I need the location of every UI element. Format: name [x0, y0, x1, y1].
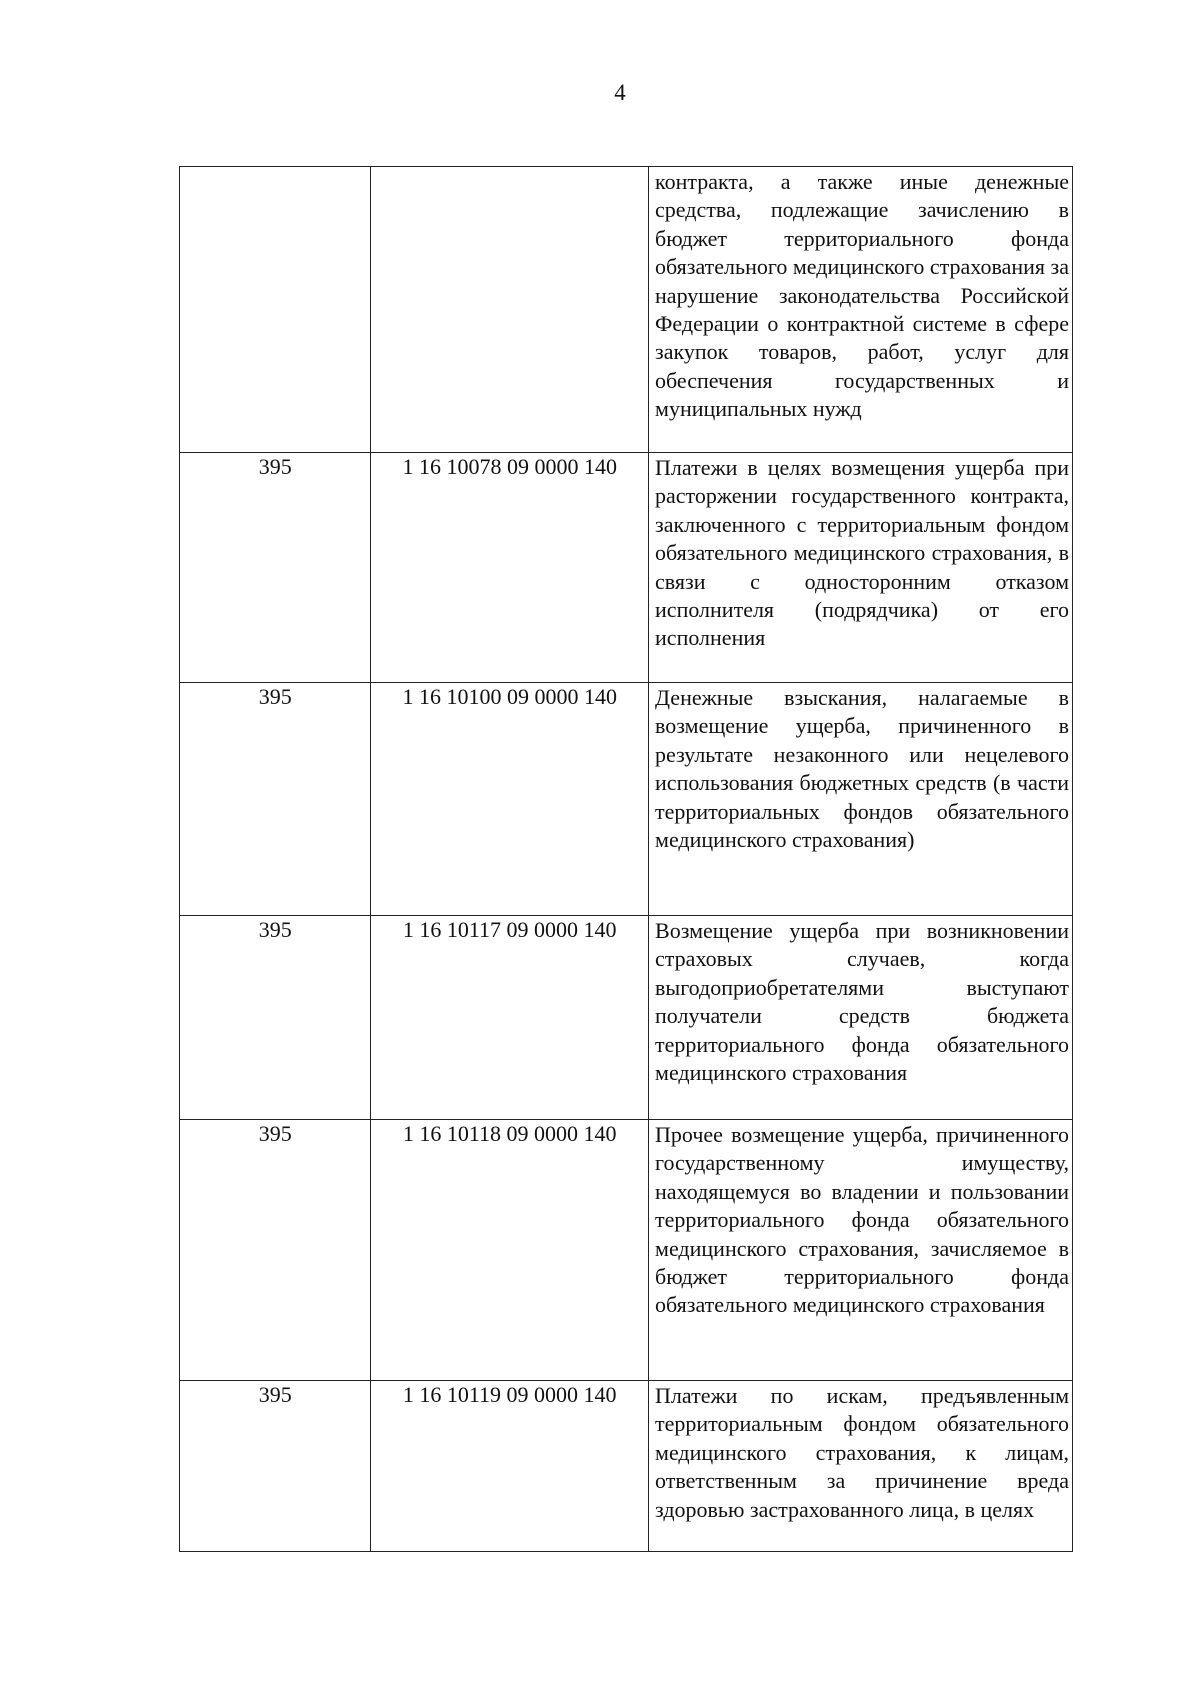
- table-row: [180, 1381, 1073, 1552]
- income-name-text: Денежные взыскания, налагаемые в возмещение ущерба, причиненного в результате незаконного или нецелевого использования бюджетных средств (в части территориальных фондов обязательного медицинского страхования): [655, 685, 1069, 853]
- income-name-text: контракта, а также иные денежные средства, подлежащие зачислению в бюджет территориального фонда обязательного медицинского страхования за нарушение законодательства Российской Федерации о контрактной системе в сфере закупок товаров, работ, услуг для обеспечения государственных и муниципальных нужд: [655, 169, 1069, 422]
- admin-code-cell: 395: [180, 1120, 371, 1381]
- income-name-cell: [649, 1120, 1073, 1381]
- income-name-cell: [649, 916, 1073, 1120]
- income-code-cell: 1 16 10119 09 0000 140: [371, 1381, 649, 1552]
- income-name-text: Возмещение ущерба при возникновении страховых случаев, когда выгодоприобретателями выступают получатели средств бюджета территориального фонда обязательного медицинского страхования: [655, 918, 1069, 1086]
- income-code-cell: 1 16 10100 09 0000 140: [371, 683, 649, 916]
- income-name-text: Платежи по искам, предъявленным территориальным фондом обязательного медицинского страхования, к лицам, ответственным за причинение вреда здоровью застрахованного лица, в целях: [655, 1383, 1069, 1522]
- admin-code-cell: 395: [180, 683, 371, 916]
- admin-code-cell: 395: [180, 453, 371, 683]
- income-code-cell: 1 16 10078 09 0000 140: [371, 453, 649, 683]
- income-name-cell: [649, 683, 1073, 916]
- income-name-text: Прочее возмещение ущерба, причиненного государственному имуществу, находящемуся во владении и пользовании территориального фонда обязательного медицинского страхования, зачисляемое в бюджет территориального фонда обязательного медицинского страхования: [655, 1122, 1069, 1318]
- admin-code-cell: [180, 167, 371, 453]
- income-code-cell: 1 16 10118 09 0000 140: [371, 1120, 649, 1381]
- admin-code-cell: 395: [180, 1381, 371, 1552]
- income-name-cell: [649, 453, 1073, 683]
- income-name-cell: [649, 1381, 1073, 1552]
- budget-classification-table: [179, 166, 1073, 1552]
- table-row: [180, 1120, 1073, 1381]
- income-name-text: Платежи в целях возмещения ущерба при расторжении государственного контракта, заключенного с территориальным фондом обязательного медицинского страхования, в связи с односторонним отказом исполнителя (подрядчика) от его исполнения: [655, 455, 1069, 651]
- admin-code-cell: 395: [180, 916, 371, 1120]
- table-row: [180, 167, 1073, 453]
- income-code-cell: [371, 167, 649, 453]
- page-number: 4: [614, 80, 626, 105]
- table-row: [180, 683, 1073, 916]
- table-row: [180, 453, 1073, 683]
- table-row: [180, 916, 1073, 1120]
- income-name-cell: [649, 167, 1073, 453]
- income-code-cell: 1 16 10117 09 0000 140: [371, 916, 649, 1120]
